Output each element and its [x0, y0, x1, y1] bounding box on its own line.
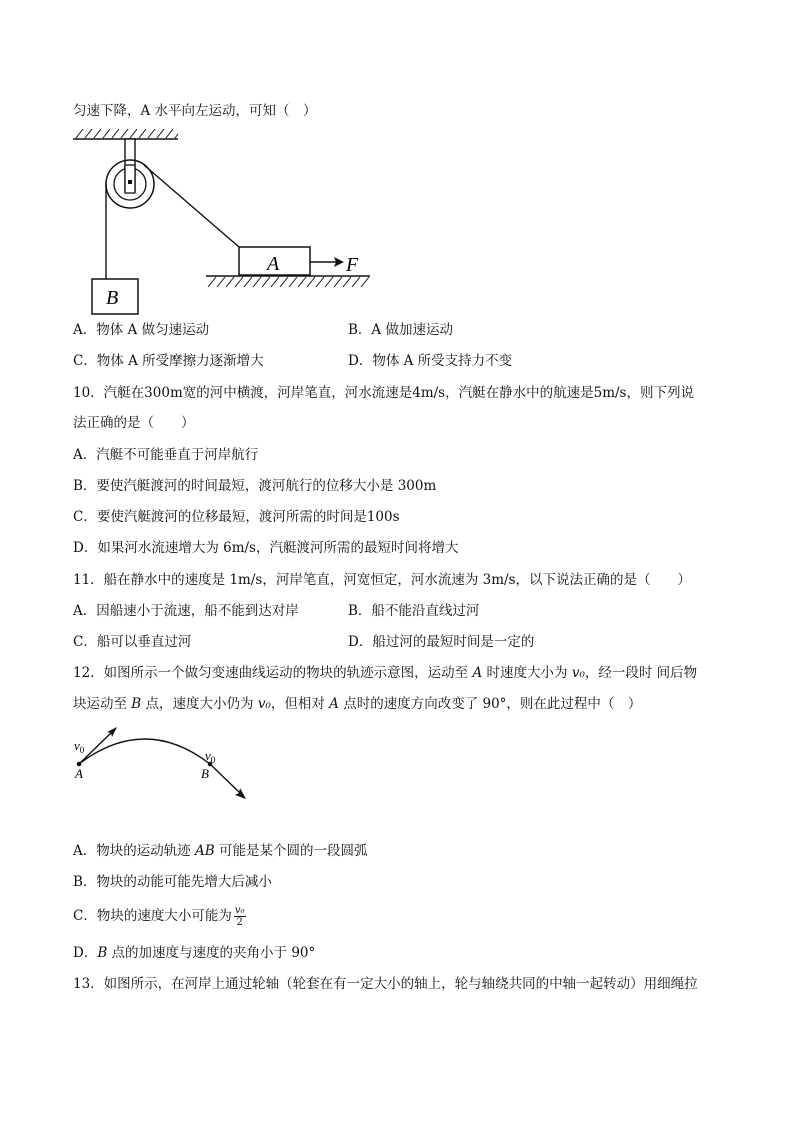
q9-option-b: B．A 做加速运动	[348, 322, 453, 338]
point-a-label: A	[75, 766, 83, 781]
block-b-label: B	[106, 287, 119, 309]
q11-stem: 11．船在静水中的速度是 1m/s，河岸笔直，河宽恒定，河水流速为 3m/s，以下说法正确的是（ ）	[73, 572, 691, 588]
q9-option-d: D．物体 A 所受支持力不变	[348, 353, 513, 369]
q9-pulley-figure	[70, 125, 380, 320]
q12-stem-line1: 12．如图所示一个做匀变速曲线运动的物块的轨迹示意图，运动至 A 时速度大小为 v₀，经一段时 间后物	[73, 665, 698, 681]
q13-stem-line1: 13．如图所示，在河岸上通过轮轴（轮套在有一定大小的轴上，轮与轴绕共同的中轴一起转动）用细绳拉	[73, 976, 698, 992]
q10-option-d: D．如果河水流速增大为 6m/s，汽艇渡河所需的最短时间将增大	[73, 540, 459, 556]
q9-option-a: A．物体 A 做匀速运动	[73, 322, 210, 338]
trajectory-curve	[79, 739, 240, 793]
q12-option-d: D．B 点的加速度与速度的夹角小于 90°	[73, 945, 316, 961]
q11-option-c: C．船可以垂直过河	[73, 634, 192, 650]
fraction-v0-over-2: $\frac{\text{v₀}}{2}$	[234, 905, 245, 928]
q12-stem-line2: 块运动至 B 点，速度大小仍为 v₀，但相对 A 点时的速度方向改变了 90°，则在此过程中（ ）	[73, 696, 642, 712]
q11-option-a: A．因船速小于流速，船不能到达对岸	[73, 603, 299, 619]
q9-intro: 匀速下降，A 水平向左运动，可知（ ）	[73, 103, 317, 119]
q10-stem-line2: 法正确的是（ ）	[73, 415, 195, 431]
q11-option-b: B．船不能沿直线过河	[348, 603, 480, 619]
point-b-label: B	[201, 766, 209, 781]
block-a-label: A	[267, 253, 280, 275]
v0-label-a: $v_0$	[74, 738, 85, 755]
q12-option-a: A．物块的运动轨迹 AB 可能是某个圆的一段圆弧	[73, 843, 368, 859]
q10-option-a: A．汽艇不可能垂直于河岸航行	[73, 447, 259, 463]
q10-option-b: B．要使汽艇渡河的时间最短，渡河航行的位移大小是 300m	[73, 478, 437, 494]
q10-option-c: C．要使汽艇渡河的位移最短，渡河所需的时间是100s	[73, 509, 400, 525]
q9-option-c: C．物体 A 所受摩擦力逐渐增大	[73, 353, 264, 369]
q11-option-d: D．船过河的最短时间是一定的	[348, 634, 535, 650]
q10-stem-line1: 10．汽艇在300m宽的河中横渡，河岸笔直，河水流速是4m/s，汽艇在静水中的航速是5m/s，则下列说	[73, 385, 694, 401]
q12-trajectory-figure	[70, 722, 260, 802]
v0-label-b: $v_0$	[205, 748, 216, 765]
q12-option-c: C．物块的速度大小可能为 $\frac{\text{v₀}}{2}$	[73, 905, 245, 928]
q12-option-b: B．物块的动能可能先增大后减小	[73, 874, 272, 890]
force-label: F	[346, 254, 359, 276]
